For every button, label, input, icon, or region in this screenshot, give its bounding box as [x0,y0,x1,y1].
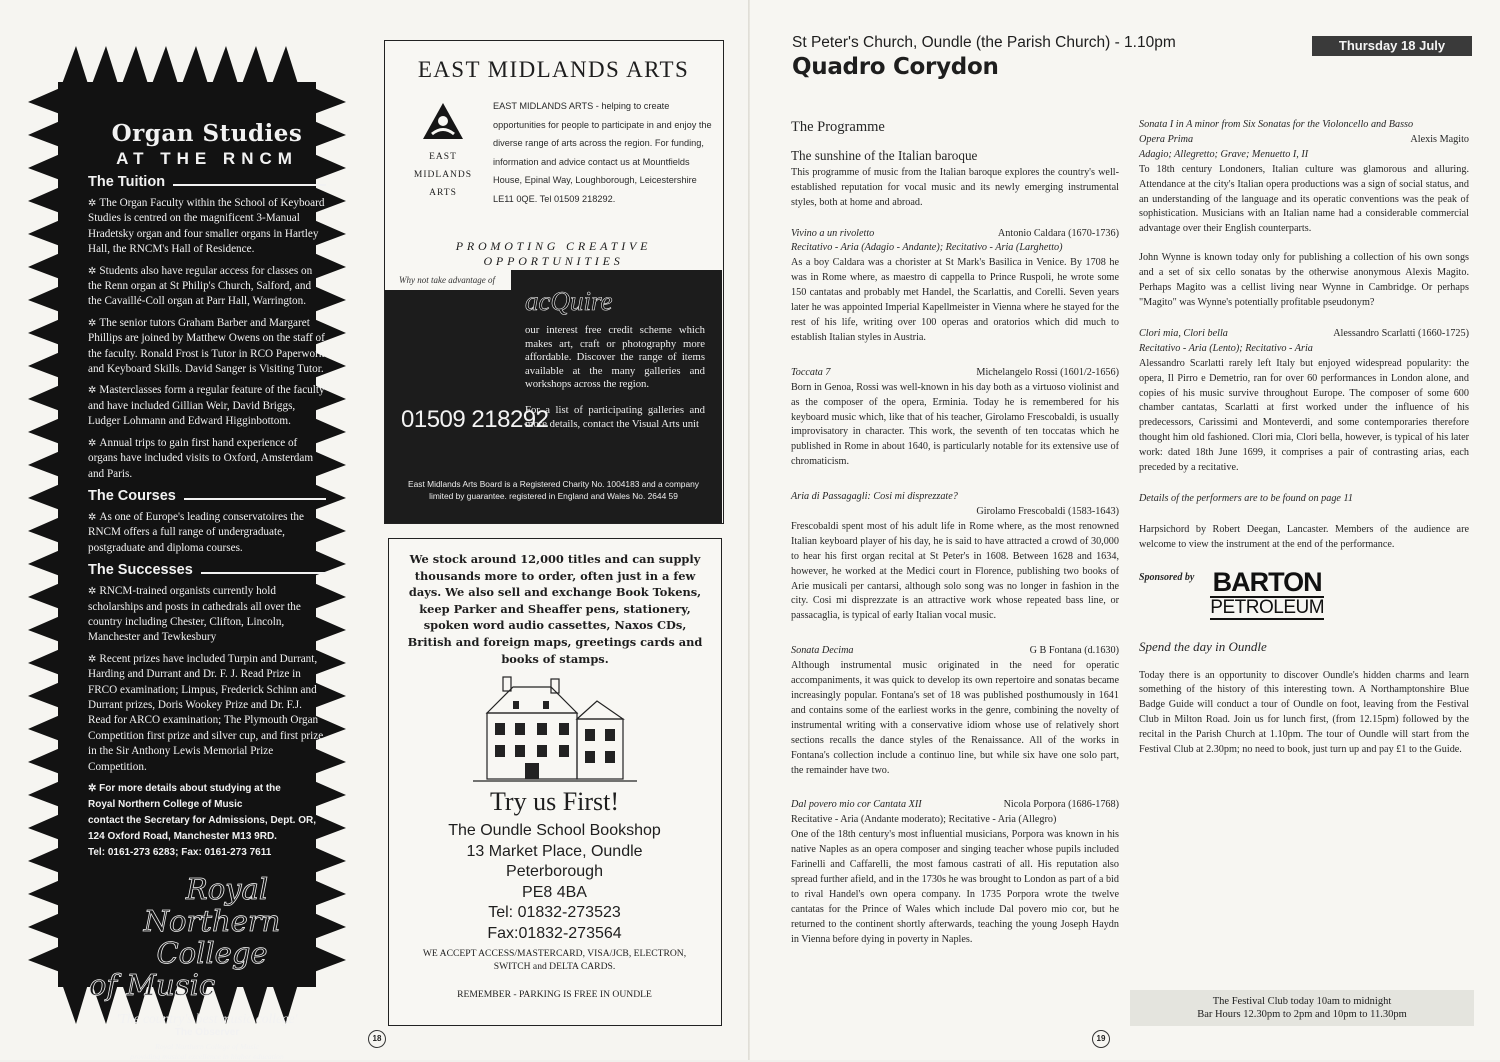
asterisk-icon: ✲ [88,317,97,329]
ema-title: EAST MIDLANDS ARTS [417,57,690,82]
piece-entry [791,366,1119,470]
acquire-panel [385,270,722,523]
bookshop-building-icon [473,673,637,785]
east-midlands-arts-ad [384,40,724,524]
ema-charity: East Midlands Arts Board is a Registered Charity No. 1004183 and a company limited by guarantee. registered in England and Wales No. 2644 59 [408,479,699,501]
piece-notes: One of the 18th century's most influential musicians, Porpora was known in his native Naples as an opera composer and singing teacher whose pupils included Farinelli and Caffarelli, the most famous castrati of all. His reputation also spread further afield, and in the 1730s he was brought to London as part of a bid to rival Handel's own opera company. In 1735 Porpora wrote the twelve cantatas for the Prince of Wales which include Dal povero mio cor, but he returned to the continent shortly afterwards, teaching the young Joseph Haydn in Vienna before dying in poverty in Naples. [791,829,1119,945]
asterisk-icon: ✲ [88,198,97,209]
ema-body: EAST MIDLANDS ARTS - helping to create opportunities for people to participate in and enjoy the diverse range of arts across the region. For funding, information and advice contact us at Mountfields House, Epinal Way, Loughborough, Leicestershire LE11 0QE. Tel 01509 218292. [493,101,712,204]
bookshop-slogan: Try us First! [489,787,620,816]
asterisk-icon: ✲ [88,653,97,665]
organ-paragraph: ✲ The senior tutors Graham Barber and Margaret Phillips are joined by Matthew Owens on the staff of the faculty. Ronald Frost is Tutor in RCO Paperwork and Keyboard Skills. David Sanger is Visiting Tutor. [88,316,325,376]
date-badge: Thursday 18 July [1312,36,1472,56]
organ-contact: ✲ For more details about studying at the Royal Northern College of Music contact the Secretary for Admissions, Dept. OR, 124 Oxford Road, Manchester M13 9RD. Tel: 0161-273 6283; Fax: 0161-273 7611 [88,783,317,858]
asterisk-icon: ✲ [88,783,100,794]
programme-column-left [791,120,1119,948]
page-number-right: 19 [1092,1030,1110,1048]
programme-column-right [1139,118,1469,758]
piece-title: Clori mia, Clori bella [1139,327,1228,339]
organ-studies-ad [28,42,346,1061]
piece-entry [791,490,1119,624]
organ-section-heading: The Successes [88,562,326,578]
organ-fine-print: Royal Northern College of Music providing musical excellence in higher education [130,1042,284,1061]
piece-title: Sonata I in A minor from Six Sonatas for the Violoncello and Basso [1139,119,1414,130]
spend-the-day-text: Today there is an opportunity to discover Oundle's hidden charms and learn something of the history of this interesting town. A Northamptonshire Blue Badge Guide will conduct a tour of Oundle on foot, leaving from the Festival Club in Milton Road. Join us for lunch first, (from 12.15pm) followed by the recital in the Parish Church at 1.10pm. The tour of Oundle will start from the Festival Club at 2.30pm; no need to book, just turn up and pay £1 to the Guide. [1139,669,1469,756]
piece-notes: John Wynne is known today only for publishing a collection of his own songs and a set of six cello sonatas by the otherwise anonymous Alexis Magito. Perhaps Magito was a cellist living near Wynne in Cambridge. Or perhaps "Magito" was Wynne's potentially profitable pseudonym? [1139,252,1469,308]
concert-title: Quadro Corydon [792,54,999,80]
organ-ad-subtitle: AT THE RNCM [116,149,298,168]
bookshop-cards-accepted: WE ACCEPT ACCESS/MASTERCARD, VISA/JCB, ELECTRON, SWITCH and DELTA CARDS. [422,948,687,972]
piece-title: Toccata 7 [791,366,831,378]
piece-notes: Alessandro Scarlatti rarely left Italy but enjoyed widespread popularity: the opera, Il Pirro e Demetrio, ran for over 60 performances in London alone, and copies of his music survive throughout Europe. The composer of some 600 chamber cantatas, Scarlatti at first worked under the influence of his predecessors, Carissimi and Monteverdi, and some contemporaries therefore thought him old fashioned. Clori mia, Clori bella, however, is typical of his later work: dated 18th June 1699, it comprises a pair of contrasting arias, each preceded by a recitative. [1139,357,1469,474]
piece-composer: Girolamo Frescobaldi (1583-1643) [976,506,1119,518]
organ-section-heading: The Tuition [88,174,326,190]
asterisk-icon: ✲ [88,511,97,523]
asterisk-icon: ✲ [88,586,97,598]
spend-the-day-heading: Spend the day in Oundle [1139,638,1267,654]
bookshop-parking: REMEMBER - PARKING IS FREE IN OUNDLE [457,989,652,1000]
piece-composer: Antonio Caldara (1670-1736) [997,227,1119,239]
piece-composer: Michelangelo Rossi (1601/2-1656) [976,366,1119,378]
organ-paragraph: ✲ Masterclasses form a regular feature of the faculty and have included Gillian Weir, David Briggs, Ludger Lohmann and Edward Higginbottom. [88,384,325,428]
intro-text: This programme of music from the Italian baroque explores the country's well-established reputation for vocal music and its newly emerging instrumental styles, both at home and abroad. [791,166,1119,208]
piece-title: Dal povero mio cor Cantata XII [791,799,922,811]
page-number-left: 18 [368,1030,386,1048]
sponsor [1139,566,1469,620]
rncm-logo: Royal Northern College of Music [88,872,281,1002]
piece-entry [791,644,1119,778]
organ-paragraph: ✲ Students also have regular access for classes on the Renn organ at St Philip's Church, Salford, and the Cavaillé-Coll organ at Parr Hall, Warrington. [88,264,313,308]
piece-notes: Frescobaldi spent most of his adult life in Rome where, as the most renowned Italian keyboard player of his day, he is said to have attracted a crowd of 30,000 to hear his first organ recital at St Peter's in 1608. Between 1628 and 1634, however, he worked at the Medici court in Florence, publishing two books of Arie musicali per cantarsi, although solo song was no longer in fashion in the city. Cosi mi disprezzate is an attractive work whose repeated bass line, or passacaglia, is typical of early Italian vocal music. [791,520,1119,622]
sponsored-by-label: Sponsored by [1139,571,1195,583]
organ-paragraph: ✲ RNCM-trained organists currently hold scholarships and posts in cathedrals all over the country including Chester, Clifton, Lincoln, Manchester and Tewkesbury [88,585,301,644]
piece-composer: G B Fontana (d.1630) [1029,645,1119,657]
organ-quote: 'The country's best music college' [116,1011,298,1026]
piece-notes: To 18th century Londoners, Italian culture was glamorous and alluring. Attendance at the city's Italian opera productions was a sign of social status, and an understanding of the language and its operatic conventions was the peak of sophistication. Musicians with an Italian name had a considerable commercial advantage over their English counterparts. [1139,163,1469,235]
piece-title: Sonata Decima [791,645,854,657]
organ-paragraph: ✲ As one of Europe's leading conservatoires the RNCM offers a full range of undergraduate, postgraduate and diploma courses. [88,510,304,554]
programme-heading: The Programme [791,119,885,135]
ema-promo: PROMOTING CREATIVE OPPORTUNITIES [455,239,652,268]
piece-entry [791,798,1119,947]
why-label: Why not take advantage of [385,270,511,290]
ema-phone: 01509 218292 [401,406,549,433]
organ-paragraph: ✲ Annual trips to gain first hand experience of organs have included visits to Oxford, Amsterdam and Paris. [88,436,314,480]
piece-entry [1139,118,1469,311]
piece-title: Aria di Passagagli: Cosi mi disprezzate? [791,491,958,503]
piece-title-line2: Opera Prima [1139,133,1194,145]
piece-movements: Recitativo - Aria (Lento); Recitativo - Aria [1139,342,1313,354]
piece-entry [791,227,1119,346]
bookshop-ad [388,538,722,1026]
piece-notes: Although instrumental music originated in the need for operatic accompaniments, it was quick to develop its own repertoire and sonatas became increasingly popular. Fontana's set of 18 was published posthumously in 1641 and contains some of the earliest works in the genre, combining the novelty of instrumental writing with a conservative idiom whose use of relatively short sections recalls the dance styles of the Renaissance. All of the works in Fontana's collection include a continuo line, but while six have one solo part, the remainder have two. [791,660,1119,776]
quote-source: The Observer [174,1027,240,1038]
acquire-text: our interest free credit scheme which makes art, craft or photography more affordable. Discover the range of items available at the many galleries and workshops across the region. For a list of participating galleries and more details, contact the Visual Arts unit [525,324,705,430]
harpsichord-note: Harpsichord by Robert Deegan, Lancaster. Members of the audience are welcome to view the instrument at the end of the performance. [1139,523,1469,550]
piece-composer: Nicola Porpora (1686-1768) [1003,799,1119,811]
triangle-logo-icon [423,103,463,139]
ema-logo: EAST MIDLANDS ARTS [405,103,481,202]
festival-club-box: The Festival Club today 10am to midnight Bar Hours 12.30pm to 2pm and 10pm to 11.30pm [1130,990,1474,1026]
piece-movements: Recitativo - Aria (Adagio - Andante); Recitativo - Aria (Larghetto) [791,242,1063,254]
piece-title: Vivino a un rivoletto [791,227,875,239]
piece-composer: Alexis Magito [1410,133,1469,145]
bookshop-address: The Oundle School Bookshop 13 Market Place, Oundle Peterborough PE8 4BA Tel: 01832-273523 Fax:01832-273564 [448,822,661,942]
acquire-logo: acQuire [525,286,613,316]
piece-notes: As a boy Caldara was a chorister at St Mark's Basilica in Venice. By 1708 he was in Rome where, as maestro di cappella to Prince Ruspoli, he wrote some 150 cantatas and probably met Handel, the Scarlattis, and Corelli. Seven years later he was appointed Imperial Kapellmeister in Vienna where he stayed for the rest of his life, writing over 100 operas and oratorios which did much to establish Italian styles in Austria. [791,257,1119,343]
piece-movements: Adagio; Allegretto; Grave; Menuetto I, II [1139,148,1309,160]
bookshop-description: We stock around 12,000 titles and can supply thousands more to order, often just in a few days. We also sell and exchange Book Tokens, keep Parker and Sheaffer pens, stationery, spoken word audio cassettes, Naxos CDs, British and foreign maps, greetings cards and books of stamps. [407,552,703,666]
organ-paragraph: ✲ The Organ Faculty within the School of Keyboard Studies is centred on the magnificent 3-Manual Hradetsky organ and four smaller organs in Hartley Hall, the RNCM's Hall of Residence. [88,197,325,256]
asterisk-icon: ✲ [88,385,97,397]
organ-paragraph: ✲ Recent prizes have included Turpin and Durrant, Harding and Durrant and Dr. F. J. Read Prize in FRCO examination; Limpus, Frederick Schinn and Durrant prizes, Doris Wookey Prize and Dr. F.J. Read for ARCO examination; The Plymouth Organ Competition first prize and silver cup, and first prize in the Sir Anthony Lewis Memorial Prize Competition. [88,652,324,773]
right-page [750,0,1500,1060]
performers-note: Details of the performers are to be found on page 11 [1139,492,1353,504]
piece-notes: Born in Genoa, Rossi was well-known in his day both as a virtuoso violinist and as the composer of the opera, Erminia. Today he is remembered for his keyboard music which, like that of his teacher, Girolamo Frescobaldi, is usually improvisatory in character. This work, the seventh of ten toccatas which he published in Rome in about 1640, is particularly notable for its extensive use of chromaticism. [791,381,1119,468]
piece-entry [1139,327,1469,476]
piece-movements: Recitative - Aria (Andante moderato); Recitative - Aria (Allegro) [791,814,1057,826]
venue-time: St Peter's Church, Oundle (the Parish Church) - 1.10pm [792,34,1176,51]
asterisk-icon: ✲ [88,437,97,449]
organ-ad-title: Organ Studies [111,120,303,147]
piece-composer: Alessandro Scarlatti (1660-1725) [1333,327,1469,339]
asterisk-icon: ✲ [88,265,97,277]
organ-section-heading: The Courses [88,488,326,504]
left-page [0,0,750,1060]
intro-heading: The sunshine of the Italian baroque [791,147,978,163]
barton-petroleum-logo: BARTON PETROLEUM [1210,566,1325,618]
